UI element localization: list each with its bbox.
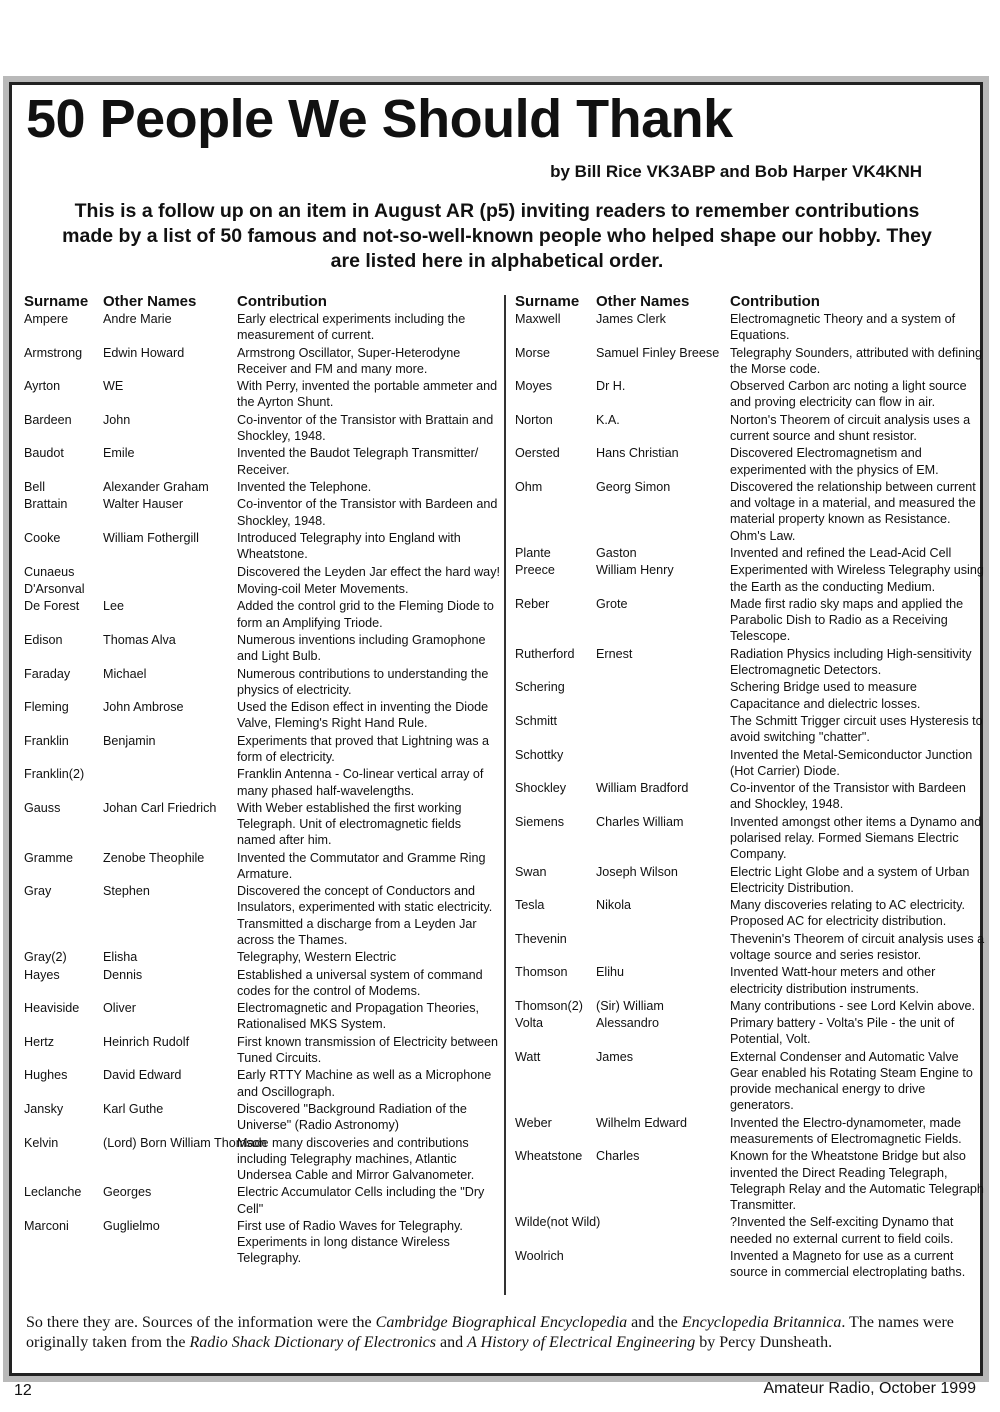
right-table-body <box>515 311 985 1282</box>
contribution-cell: Made many discoveries and contributions including Telegraphy machines, Atlantic Undersea Cable and Mirror Galvanometer. <box>237 1135 475 1183</box>
sources-text: and the <box>627 1314 682 1331</box>
table-row <box>515 646 985 680</box>
table-row <box>24 1034 502 1068</box>
surname-cell: Edison <box>24 632 63 647</box>
table-row <box>24 699 502 733</box>
other-names-cell: James Clerk <box>596 312 666 326</box>
other-names-cell: Samuel Finley Breese <box>596 345 720 360</box>
contribution-cell: Invented the Metal-Semiconductor Junction (Hot Carrier) Diode. <box>730 747 973 778</box>
surname-cell: Schottky <box>515 747 564 762</box>
contribution-cell: Invented Watt-hour meters and other electricity distribution instruments. <box>730 965 936 996</box>
other-names-cell: Michael <box>103 666 147 681</box>
table-row <box>515 1115 985 1149</box>
surname-cell: Weber <box>515 1115 552 1130</box>
surname-cell: Siemens <box>515 814 564 829</box>
table-row <box>24 766 502 800</box>
surname-cell: Woolrich <box>515 1249 564 1264</box>
contribution-cell: Introduced Telegraphy into England with Wheatstone. <box>237 530 461 562</box>
contribution-cell: Co-inventor of the Transistor with Bardeen and Shockley, 1948. <box>237 497 498 528</box>
contribution-cell: Invented the Electro-dynamometer, made measurements of Electromagnetic Fields. <box>730 1115 962 1147</box>
table-row <box>515 931 985 965</box>
other-names-cell: Emile <box>103 446 135 461</box>
left-table-body <box>24 311 502 1268</box>
contribution-cell: Electric Light Globe and a system of Urban Electricity Distribution. <box>730 864 970 895</box>
surname-cell: Shockley <box>515 781 567 796</box>
contribution-cell: Discovered "Background Radiation of the Universe" (Radio Astronomy) <box>237 1102 467 1133</box>
surname-cell: Moyes <box>515 379 553 394</box>
table-row <box>24 967 502 1001</box>
surname-cell: Gauss <box>24 800 61 815</box>
other-names-cell: Charles <box>596 1149 640 1164</box>
table-row <box>515 1049 985 1115</box>
other-names-cell: Thomas Alva <box>103 632 176 647</box>
other-names-cell <box>596 679 730 713</box>
surname-cell: Preece <box>515 563 555 578</box>
table-row <box>515 1148 985 1214</box>
other-names-cell: Georg Simon <box>596 479 671 494</box>
table-row <box>515 445 985 479</box>
table-row <box>515 479 985 545</box>
other-names-cell: (Lord) Born William Thomson <box>103 1135 267 1150</box>
contribution-cell: Made first radio sky maps and applied the Parabolic Dish to Radio as a Receiving Telescope. <box>730 596 964 644</box>
other-names-cell: Walter Hauser <box>103 497 184 512</box>
surname-cell: Wilde(not Wild) <box>515 1215 601 1230</box>
contribution-cell: Known for the Wheatstone Bridge but also invented the Direct Reading Telegraph, Telegraph Relay and the Automatic Telegraph Transmitter. <box>730 1149 984 1213</box>
surname-cell: Thevenin <box>515 931 567 946</box>
contribution-cell: Invented the Telephone. <box>237 479 372 494</box>
surname-cell: Oersted <box>515 446 560 461</box>
table-row <box>24 1101 502 1135</box>
other-names-cell: James <box>596 1049 634 1064</box>
contribution-cell: Moving-coil Meter Movements. <box>237 581 409 596</box>
table-row <box>515 780 985 814</box>
contribution-cell: External Condenser and Automatic Valve Gear enabled his Rotating Steam Engine to provide mechanical energy to drive generators. <box>730 1049 973 1113</box>
other-names-cell: Dennis <box>103 967 143 982</box>
surname-cell: Jansky <box>24 1102 64 1117</box>
other-names-cell: Karl Guthe <box>103 1102 164 1117</box>
table-row <box>24 1000 502 1034</box>
other-names-cell: Stephen <box>103 884 150 899</box>
other-names-cell: Andre Marie <box>103 312 172 326</box>
surname-cell: Bell <box>24 479 45 494</box>
table-row <box>515 545 985 562</box>
other-names-cell: Alessandro <box>596 1016 660 1031</box>
other-names-cell: WE <box>103 379 124 394</box>
other-names-cell: Dr H. <box>596 379 626 394</box>
table-row <box>515 345 985 379</box>
contribution-cell: Discovered the concept of Conductors and Insulators, experimented with static electricity. Transmitted a discharge from a Leyden Jar across the Thames. <box>237 884 493 947</box>
surname-header: Surname <box>515 293 580 310</box>
table-row <box>24 378 502 412</box>
surname-cell: Baudot <box>24 446 64 461</box>
surname-cell: Ohm <box>515 479 543 494</box>
contribution-cell: Invented and refined the Lead-Acid Cell <box>730 545 952 560</box>
contribution-cell: With Perry, invented the portable ammeter and the Ayrton Shunt. <box>237 379 498 410</box>
other-names-cell: Elihu <box>596 965 625 980</box>
surname-cell: Kelvin <box>24 1135 59 1150</box>
contribution-cell: Electromagnetic Theory and a system of Equations. <box>730 312 956 343</box>
table-row <box>515 713 985 747</box>
other-names-cell <box>596 1214 730 1248</box>
contribution-cell: Many discoveries relating to AC electricity. Proposed AC for electricity distribution. <box>730 898 965 929</box>
surname-cell: Heaviside <box>24 1001 80 1016</box>
surname-header: Surname <box>24 293 89 310</box>
surname-cell: Marconi <box>24 1219 69 1234</box>
table-row <box>24 311 502 345</box>
other-names-cell <box>103 564 237 581</box>
other-names-cell: Edwin Howard <box>103 345 185 360</box>
other-names-cell: Nikola <box>596 898 631 913</box>
people-table-right <box>515 293 985 1282</box>
other-names-cell: Charles William <box>596 814 684 829</box>
contribution-cell: Norton's Theorem of circuit analysis uses a current source and shunt resistor. <box>730 412 971 443</box>
contribution-cell: Invented a Magneto for use as a current source in commercial electroplating baths. <box>730 1249 966 1280</box>
surname-cell: Hughes <box>24 1068 68 1083</box>
surname-cell: Wheatstone <box>515 1149 583 1164</box>
contribution-cell: Used the Edison effect in inventing the Diode Valve, Fleming's Right Hand Rule. <box>237 700 489 731</box>
contribution-cell: Numerous contributions to understanding the physics of electricity. <box>237 666 489 697</box>
surname-cell: Schering <box>515 680 565 695</box>
contribution-cell: Experimented with Wireless Telegraphy using the Earth as the conducting Medium. <box>730 563 984 594</box>
table-row <box>24 412 502 446</box>
surname-cell: Faraday <box>24 666 71 681</box>
intro-paragraph: This is a follow up on an item in August AR (p5) inviting readers to remember contributions made by a list of 50 famous and not-so-well-known people who helped shape our hobby. They are listed here in alphabetical order. <box>62 200 932 272</box>
contribution-cell: Established a universal system of command codes for the control of Modems. <box>237 967 483 998</box>
surname-cell: Ampere <box>24 312 69 326</box>
table-row <box>515 814 985 864</box>
contribution-cell: Schering Bridge used to measure Capacitance and dielectric losses. <box>730 680 921 711</box>
other-names-cell: Alexander Graham <box>103 479 209 494</box>
table-row <box>24 564 502 581</box>
other-names-cell: Ernest <box>596 646 633 661</box>
table-row <box>24 800 502 850</box>
table-row <box>515 964 985 998</box>
contribution-cell: Early RTTY Machine as well as a Microphone and Oscillograph. <box>237 1068 492 1099</box>
surname-cell: Norton <box>515 412 553 427</box>
surname-cell: Ayrton <box>24 379 61 394</box>
other-names-cell: (Sir) William <box>596 998 664 1013</box>
contribution-cell: With Weber established the first working Telegraph. Unit of electromagnetic fields named after him. <box>237 800 462 848</box>
surname-cell: Reber <box>515 596 550 611</box>
surname-cell: Gramme <box>24 850 73 865</box>
other-names-cell: Georges <box>103 1185 152 1200</box>
contribution-cell: Thevenin's Theorem of circuit analysis uses a voltage source and series resistor. <box>730 931 985 962</box>
table-row <box>24 949 502 966</box>
other-names-cell <box>103 581 237 598</box>
other-names-cell: Elisha <box>103 950 138 965</box>
source-title: Encyclopedia Britannica <box>681 1314 842 1331</box>
other-names-cell: Lee <box>103 599 125 614</box>
surname-cell: Bardeen <box>24 412 72 427</box>
other-names-cell: David Edward <box>103 1068 182 1083</box>
contribution-cell: Numerous inventions including Gramophone and Light Bulb. <box>237 632 486 664</box>
contribution-cell: Electromagnetic and Propagation Theories, Rationalised MKS System. <box>237 1001 479 1032</box>
other-names-cell: Guglielmo <box>103 1219 160 1234</box>
other-names-cell: Benjamin <box>103 733 156 748</box>
people-table-left <box>24 293 502 1268</box>
contribution-cell: Many contributions - see Lord Kelvin above. <box>730 998 976 1013</box>
table-row <box>24 883 502 949</box>
contribution-cell: Observed Carbon arc noting a light source and proving electricity can flow in air. <box>730 379 967 410</box>
surname-cell: Watt <box>515 1049 541 1064</box>
sources-text: by Percy Dunsheath. <box>695 1334 833 1351</box>
byline: by Bill Rice VK3ABP and Bob Harper VK4KNH <box>550 162 922 181</box>
contribution-cell: Armstrong Oscillator, Super-Heterodyne Receiver and FM and many more. <box>237 345 461 376</box>
surname-cell: Maxwell <box>515 312 561 326</box>
surname-cell: Hayes <box>24 967 60 982</box>
surname-cell: Morse <box>515 345 550 360</box>
contribution-cell: ?Invented the Self-exciting Dynamo that needed no external current to field coils. <box>730 1215 954 1246</box>
surname-cell: Thomson(2) <box>515 998 583 1013</box>
table-row <box>515 311 985 345</box>
contribution-cell: Invented the Baudot Telegraph Transmitter/ Receiver. <box>237 446 479 477</box>
table-row <box>24 445 502 479</box>
table-row <box>24 632 502 666</box>
surname-cell: Brattain <box>24 497 68 512</box>
table-row <box>24 1184 502 1218</box>
table-row <box>24 598 502 632</box>
source-title: A History of Electrical Engineering <box>467 1334 696 1351</box>
other-names-cell: Zenobe Theophile <box>103 850 205 865</box>
other-names-cell: William Fothergill <box>103 530 199 545</box>
surname-cell: Gray <box>24 884 52 899</box>
other-names-cell <box>596 931 730 965</box>
contribution-cell: Co-inventor of the Transistor with Brattain and Shockley, 1948. <box>237 412 494 443</box>
surname-cell: Franklin(2) <box>24 767 85 782</box>
table-row <box>24 479 502 496</box>
other-names-cell: Johan Carl Friedrich <box>103 800 217 815</box>
table-row <box>24 733 502 767</box>
contribution-cell: Primary battery - Volta's Pile - the unit of Potential, Volt. <box>730 1016 955 1047</box>
contribution-cell: First known transmission of Electricity between Tuned Circuits. <box>237 1034 499 1066</box>
table-row <box>24 1067 502 1101</box>
sources-text: . The names were originally taken from the <box>26 1314 954 1351</box>
article-frame <box>9 82 983 1376</box>
table-header-row <box>515 293 985 311</box>
surname-cell: De Forest <box>24 599 80 614</box>
contribution-cell: The Schmitt Trigger circuit uses Hysteresis to avoid switching "chatter". <box>730 713 983 745</box>
table-row <box>515 412 985 446</box>
contribution-cell: Telegraphy, Western Electric <box>237 950 397 965</box>
other-names-cell: Oliver <box>103 1001 136 1016</box>
table-row <box>24 345 502 379</box>
column-divider <box>504 295 506 1295</box>
table-row <box>515 747 985 781</box>
contribution-cell: Invented the Commutator and Gramme Ring Armature. <box>237 850 486 881</box>
surname-cell: D'Arsonval <box>24 581 85 596</box>
other-names-cell: Gaston <box>596 545 637 560</box>
surname-cell: Leclanche <box>24 1185 82 1200</box>
contribution-header: Contribution <box>730 293 820 310</box>
surname-cell: Cooke <box>24 530 61 545</box>
sources-text: So there they are. Sources of the information were the <box>26 1314 376 1331</box>
other-names-cell: K.A. <box>596 412 620 427</box>
table-row <box>515 897 985 931</box>
table-row <box>24 530 502 564</box>
table-row <box>515 1015 985 1049</box>
table-row <box>515 864 985 898</box>
contribution-cell: Electric Accumulator Cells including the "Dry Cell" <box>237 1185 485 1216</box>
surname-cell: Franklin <box>24 733 69 748</box>
right-column <box>515 293 985 1282</box>
contribution-cell: Added the control grid to the Fleming Diode to form an Amplifying Triode. <box>237 599 494 630</box>
table-row <box>24 1135 502 1185</box>
surname-cell: Fleming <box>24 700 69 715</box>
table-row <box>515 378 985 412</box>
sources-text: and <box>435 1334 468 1351</box>
surname-cell: Plante <box>515 545 551 560</box>
surname-cell: Tesla <box>515 898 545 913</box>
other-names-cell <box>596 747 730 781</box>
table-row <box>24 850 502 884</box>
surname-cell: Thomson <box>515 965 568 980</box>
table-row <box>24 581 502 598</box>
contribution-cell: Discovered the Leyden Jar effect the hard way! <box>237 564 500 579</box>
magazine-issue: Amateur Radio, October 1999 <box>763 1380 976 1397</box>
surname-cell: Gray(2) <box>24 950 67 965</box>
other-names-header: Other Names <box>103 293 197 310</box>
page-number: 12 <box>14 1382 32 1399</box>
table-row <box>515 1214 985 1248</box>
contribution-cell: Discovered Electromagnetism and experimented with the physics of EM. <box>730 446 939 477</box>
table-row <box>24 1218 502 1268</box>
contribution-cell: Discovered the relationship between current and voltage in a material, and measured the material property known as Resistance. Ohm's Law. <box>730 479 976 543</box>
other-names-cell <box>596 1248 730 1282</box>
other-names-cell <box>103 766 237 800</box>
surname-cell: Schmitt <box>515 713 557 728</box>
source-title: Radio Shack Dictionary of Electronics <box>189 1334 436 1351</box>
contribution-cell: Invented amongst other items a Dynamo and polarised relay. Formed Siemans Electric Company. <box>730 814 982 862</box>
other-names-cell: Wilhelm Edward <box>596 1115 687 1130</box>
surname-cell: Cunaeus <box>24 564 75 579</box>
source-title: Cambridge Biographical Encyclopedia <box>375 1314 628 1331</box>
contribution-cell: Franklin Antenna - Co-linear vertical array of many phased half-wavelengths. <box>237 767 484 798</box>
other-names-cell: John Ambrose <box>103 700 184 715</box>
table-row <box>515 998 985 1015</box>
other-names-cell: William Bradford <box>596 781 689 796</box>
table-row <box>515 679 985 713</box>
other-names-header: Other Names <box>596 293 690 310</box>
other-names-cell: Hans Christian <box>596 446 679 461</box>
table-row <box>515 562 985 596</box>
surname-cell: Armstrong <box>24 345 83 360</box>
surname-cell: Swan <box>515 864 547 879</box>
other-names-cell: Heinrich Rudolf <box>103 1034 190 1049</box>
other-names-cell: John <box>103 412 131 427</box>
surname-cell: Hertz <box>24 1034 55 1049</box>
surname-cell: Volta <box>515 1016 544 1031</box>
table-row <box>24 666 502 700</box>
table-row <box>24 496 502 530</box>
surname-cell: Rutherford <box>515 646 575 661</box>
table-header-row <box>24 293 502 311</box>
contribution-cell: Radiation Physics including High-sensitivity Electromagnetic Detectors. <box>730 646 972 677</box>
table-row <box>515 596 985 646</box>
other-names-cell: William Henry <box>596 563 674 578</box>
other-names-cell: Joseph Wilson <box>596 864 678 879</box>
contribution-cell: Early electrical experiments including the measurement of current. <box>237 312 466 343</box>
other-names-cell <box>596 713 730 747</box>
left-column <box>24 293 502 1268</box>
article-title: 50 People We Should Thank <box>26 89 733 149</box>
sources-note <box>26 1313 976 1353</box>
contribution-cell: First use of Radio Waves for Telegraphy. Experiments in long distance Wireless Telegraphy. <box>237 1219 463 1266</box>
contribution-cell: Experiments that proved that Lightning was a form of electricity. <box>237 733 490 764</box>
table-row <box>515 1248 985 1282</box>
contribution-cell: Co-inventor of the Transistor with Bardeen and Shockley, 1948. <box>730 781 966 812</box>
contribution-header: Contribution <box>237 293 327 310</box>
contribution-cell: Telegraphy Sounders, attributed with defining the Morse code. <box>730 345 983 376</box>
other-names-cell: Grote <box>596 596 628 611</box>
